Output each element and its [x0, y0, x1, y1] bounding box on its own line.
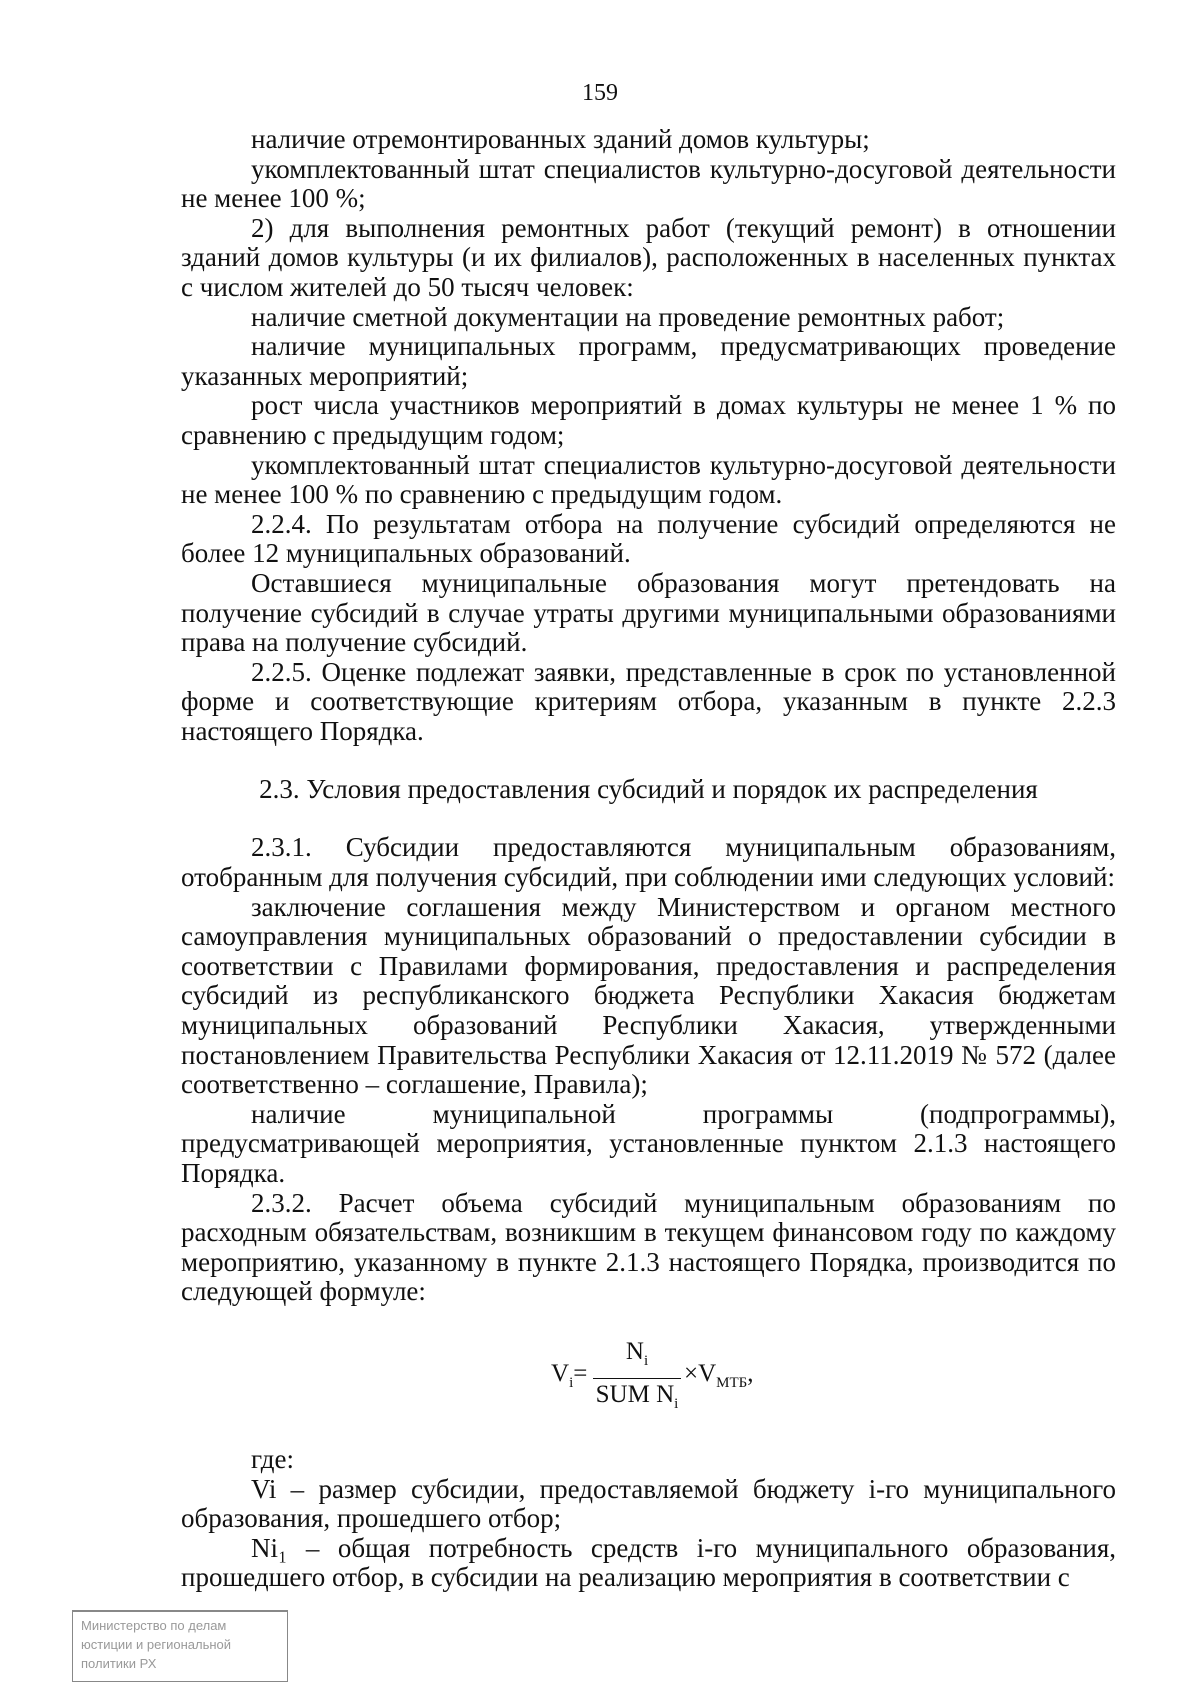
page-number: 159 [582, 80, 618, 106]
paragraph: 2.3.1. Субсидии предоставляются муниципальным образованиям, отобранным для получения субсидий, при соблюдении ими следующих условий: [181, 832, 1116, 893]
fraction-bar [593, 1378, 681, 1379]
stamp-line: Министерство по делам [81, 1618, 227, 1633]
subsidy-formula [181, 1337, 1116, 1419]
paragraph: заключение соглашения между Министерством и органом местного самоуправления муниципальных образований о предоставлении субсидии в соответствии с Правилами формирования, предоставления и распределения субсидий из республиканского бюджета Республики Хакасия бюджетам муниципальных образований Республики Хакасия, утвержденными постановлением Правительства Республики Хакасия от 12.11.2019 № 572 (далее соответственно – соглашение, Правила); [181, 891, 1116, 1100]
paragraph: Ni₁ – общая потребность средств i-го муниципального образования, прошедшего отбор, в субсидии на реализацию мероприятия в соответствии с [181, 1532, 1116, 1593]
formula-rhs: $\times V_{МТБ}$, [684, 1359, 754, 1391]
paragraph: Оставшиеся муниципальные образования могут претендовать на получение субсидий в случае утраты другими муниципальными образованиями права на получение субсидий. [181, 567, 1116, 658]
paragraph: 2.2.4. По результатам отбора на получение субсидий определяются не более 12 муниципальных образований. [181, 508, 1116, 569]
paragraph: укомплектованный штат специалистов культурно-досуговой деятельности не менее 100 % по сравнению с предыдущим годом. [181, 449, 1116, 510]
formula-denominator: SUM $N_i$ [595, 1380, 679, 1412]
formula-fraction [593, 1337, 681, 1418]
stamp-line: юстиции и региональной [81, 1637, 232, 1652]
document-body [181, 125, 1116, 1593]
section-heading: 2.3. Условия предоставления субсидий и порядок их распределения [259, 774, 1038, 805]
paragraph: 2.2.5. Оценке подлежат заявки, представленные в срок по установленной форме и соответствующие критериям отбора, указанным в пункте 2.2.3 настоящего Порядка. [181, 656, 1116, 746]
formula-numerator: $N_i$ [625, 1337, 649, 1369]
paragraph: рост числа участников мероприятий в домах культуры не менее 1 % по сравнению с предыдущим годом; [181, 390, 1116, 450]
paragraph: наличие муниципальных программ, предусматривающих проведение указанных мероприятий; [181, 331, 1116, 391]
paragraph: Vi – размер субсидии, предоставляемой бюджету i-го муниципального образования, прошедшего отбор; [181, 1473, 1116, 1534]
paragraph: 2.3.2. Расчет объема субсидий муниципальным образованиям по расходным обязательствам, возникшим в текущем финансовом году по каждому мероприятию, указанному в пункте 2.1.3 настоящего Порядка, производится по следующей формуле: [181, 1187, 1116, 1307]
paragraph: наличие муниципальной программы (подпрограммы), предусматривающей мероприятия, установленные пунктом 2.1.3 настоящего Порядка. [181, 1098, 1116, 1188]
paragraph: где: [251, 1443, 294, 1474]
paragraph: укомплектованный штат специалистов культурно-досуговой деятельности не менее 100 %; [181, 153, 1116, 214]
registration-stamp [72, 1610, 288, 1682]
paragraph: наличие сметной документации на проведение ремонтных работ; [251, 301, 1005, 332]
stamp-line: политики РХ [81, 1656, 157, 1671]
paragraph: наличие отремонтированных зданий домов культуры; [251, 124, 870, 154]
formula-lhs: $V_i=$ [551, 1359, 588, 1391]
paragraph: 2) для выполнения ремонтных работ (текущий ремонт) в отношении зданий домов культуры (и их филиалов), расположенных в населенных пунктах с числом жителей до 50 тысяч человек: [181, 212, 1116, 302]
